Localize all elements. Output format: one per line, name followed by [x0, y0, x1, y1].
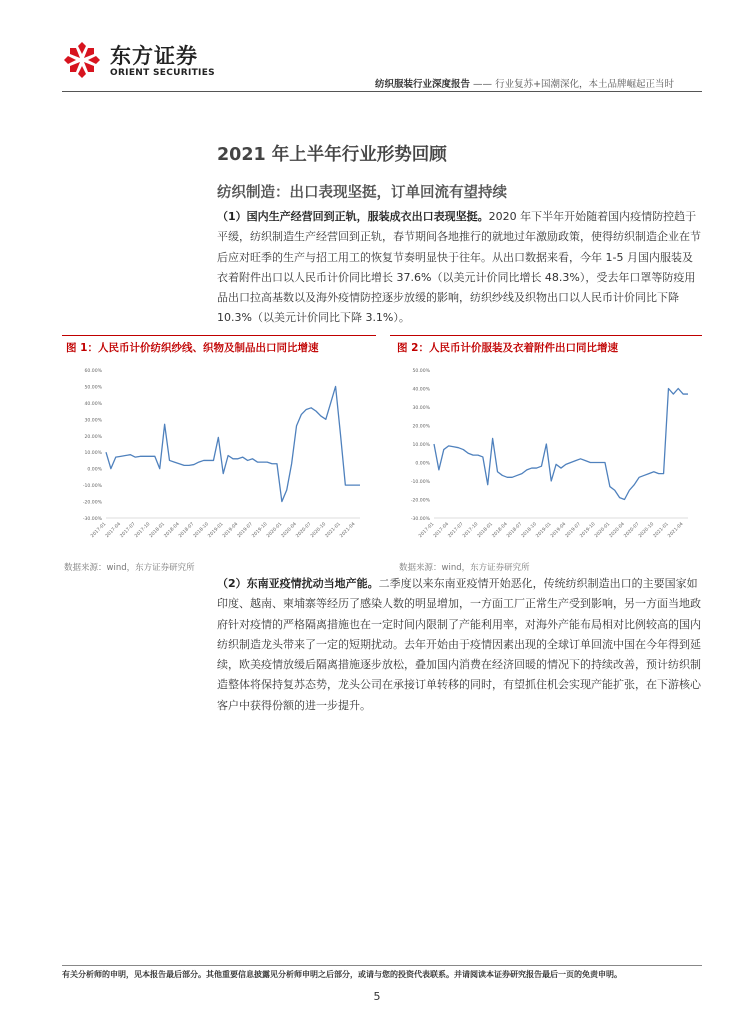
x-tick-label: 2017-10	[462, 521, 480, 539]
x-tick-label: 2017-07	[119, 521, 137, 539]
paragraph-2-body: 二季度以来东南亚疫情开始恶化，传统纺织制造出口的主要国家如印度、越南、柬埔寨等经历了感染人数的明显增加，一方面工厂正常生产受到影响，另一方面当地政府针对疫情的严格隔离措施也在一定时间内限制了产能利用率，对海外产能布局相对比例较高的国内纺织制造龙头带来了一定的短期扰动。去年开始由于疫情因素出现的全球订单回流中国在今年得到延续，欧美疫情放缓后隔离措施逐步放松，叠加国内消费在经济回暖的情况下的持续改善，预计纺织制造整体将保持复苏态势，龙头公司在承接订单转移的同时，有望抓住机会实现产能扩张，在下游核心客户中获得份额的进一步提升。	[217, 577, 701, 712]
paragraph-1	[217, 207, 703, 329]
orient-securities-logo-icon	[62, 40, 102, 80]
x-tick-label: 2018-10	[192, 521, 210, 539]
x-tick-label: 2017-04	[104, 521, 123, 539]
x-tick-label: 2018-10	[520, 521, 538, 539]
x-tick-label: 2020-07	[295, 521, 313, 539]
y-tick-label: -10.00%	[82, 484, 102, 490]
report-name: 纺织服装行业深度报告	[375, 79, 471, 90]
y-tick-label: 50.00%	[412, 369, 430, 374]
series-line	[434, 389, 688, 500]
paragraph-2	[217, 574, 703, 716]
figure-2-divider	[390, 335, 702, 336]
y-tick-label: 20.00%	[412, 424, 430, 430]
x-tick-label: 2019-07	[236, 521, 254, 539]
x-tick-label: 2019-10	[579, 521, 597, 539]
x-tick-label: 2018-04	[163, 521, 181, 539]
x-tick-label: 2020-04	[280, 521, 298, 539]
figure-2-line-chart	[392, 360, 702, 550]
y-tick-label: 20.00%	[84, 434, 102, 440]
y-tick-label: -10.00%	[410, 480, 430, 485]
x-tick-label: 2017-01	[418, 521, 436, 539]
x-tick-label: 2018-01	[476, 521, 495, 539]
brand-name-cn: 东方证券	[110, 44, 198, 68]
x-tick-label: 2021-04	[667, 521, 685, 539]
footer-divider	[62, 965, 702, 966]
paragraph-1-body: 2020 年下半年开始随着国内疫情防控趋于平缓，纺织制造生产经营回到正轨，春节期间各地推行的就地过年激励政策，使得纺织制造企业在节后应对旺季的生产与招工用工的恢复节奏明显快于往年。从出口数据来看，今年 1-5 月国内服装及衣着附件出口以人民币计价同比增长 37.6%（以美元计价同比增长 48.3%），受去年口罩等防疫用品出口拉高基数以及海外疫情防控逐步放缓的影响，纺织纱线及织物出口以人民币计价同比下降 10.3%（以美元计价同比下降 3.1%）。	[217, 210, 701, 325]
page-number: 5	[373, 990, 381, 1003]
x-tick-label: 2018-04	[491, 521, 509, 539]
x-tick-label: 2020-10	[638, 521, 656, 539]
x-tick-label: 2018-07	[178, 521, 196, 539]
x-tick-label: 2021-04	[339, 521, 357, 539]
y-tick-label: 60.00%	[84, 369, 102, 374]
x-tick-label: 2019-04	[222, 521, 240, 539]
figure-1-line-chart	[64, 360, 374, 550]
x-tick-label: 2020-07	[623, 521, 641, 539]
y-tick-label: 40.00%	[412, 387, 430, 393]
paragraph-1-lead: （1）国内生产经营回到正轨，服装成衣出口表现坚挺。	[217, 210, 489, 223]
header-separator: ——	[470, 79, 496, 90]
x-tick-label: 2020-04	[608, 521, 626, 539]
footer-disclaimer: 有关分析师的申明，见本报告最后部分。其他重要信息披露见分析师申明之后部分，或请与您的投资代表联系。并请阅读本证券研究报告最后一页的免责申明。	[62, 970, 622, 979]
y-tick-label: 10.00%	[84, 451, 102, 457]
x-tick-label: 2017-10	[134, 521, 152, 539]
y-tick-label: 30.00%	[84, 418, 102, 424]
x-tick-label: 2017-01	[90, 521, 108, 539]
y-tick-label: -30.00%	[410, 517, 430, 522]
subsection-title: 纺织制造：出口表现坚挺，订单回流有望持续	[217, 185, 507, 201]
y-tick-label: -30.00%	[82, 517, 102, 522]
y-tick-label: 30.00%	[412, 406, 430, 411]
x-tick-label: 2018-07	[506, 521, 524, 539]
x-tick-label: 2019-10	[251, 521, 269, 539]
header-divider	[62, 91, 702, 92]
x-tick-label: 2021-01	[652, 521, 670, 539]
y-tick-label: 50.00%	[84, 385, 102, 391]
x-tick-label: 2017-04	[432, 521, 451, 539]
x-tick-label: 2019-04	[550, 521, 568, 539]
brand-name-en: ORIENT SECURITIES	[110, 68, 215, 78]
x-tick-label: 2019-01	[535, 521, 553, 539]
paragraph-2-lead: （2）东南亚疫情扰动当地产能。	[217, 577, 379, 590]
figure-1-source: 数据来源：wind，东方证券研究所	[64, 563, 195, 573]
y-tick-label: 0.00%	[87, 467, 102, 473]
y-tick-label: 40.00%	[84, 401, 102, 407]
y-tick-label: -20.00%	[410, 498, 430, 504]
y-tick-label: -20.00%	[82, 500, 102, 506]
y-tick-label: 10.00%	[412, 443, 430, 448]
series-line	[106, 386, 360, 501]
x-tick-label: 2020-01	[594, 521, 612, 539]
x-tick-label: 2020-01	[266, 521, 284, 539]
x-tick-label: 2021-01	[324, 521, 342, 539]
section-title: 2021 年上半年行业形势回顾	[217, 145, 447, 165]
figure-2-source: 数据来源：wind，东方证券研究所	[399, 563, 530, 573]
x-tick-label: 2019-07	[564, 521, 582, 539]
x-tick-label: 2019-01	[207, 521, 225, 539]
report-subtitle: 行业复苏+国潮深化，本土品牌崛起正当时	[495, 79, 675, 90]
x-tick-label: 2018-01	[148, 521, 167, 539]
y-tick-label: 0.00%	[415, 461, 430, 467]
figure-1-title: 图 1：人民币计价纺织纱线、织物及制品出口同比增速	[66, 342, 319, 354]
x-tick-label: 2020-10	[310, 521, 328, 539]
report-header-line	[375, 76, 674, 90]
x-tick-label: 2017-07	[447, 521, 465, 539]
figure-1-divider	[62, 335, 376, 336]
figure-2-title: 图 2：人民币计价服装及衣着附件出口同比增速	[397, 342, 618, 354]
